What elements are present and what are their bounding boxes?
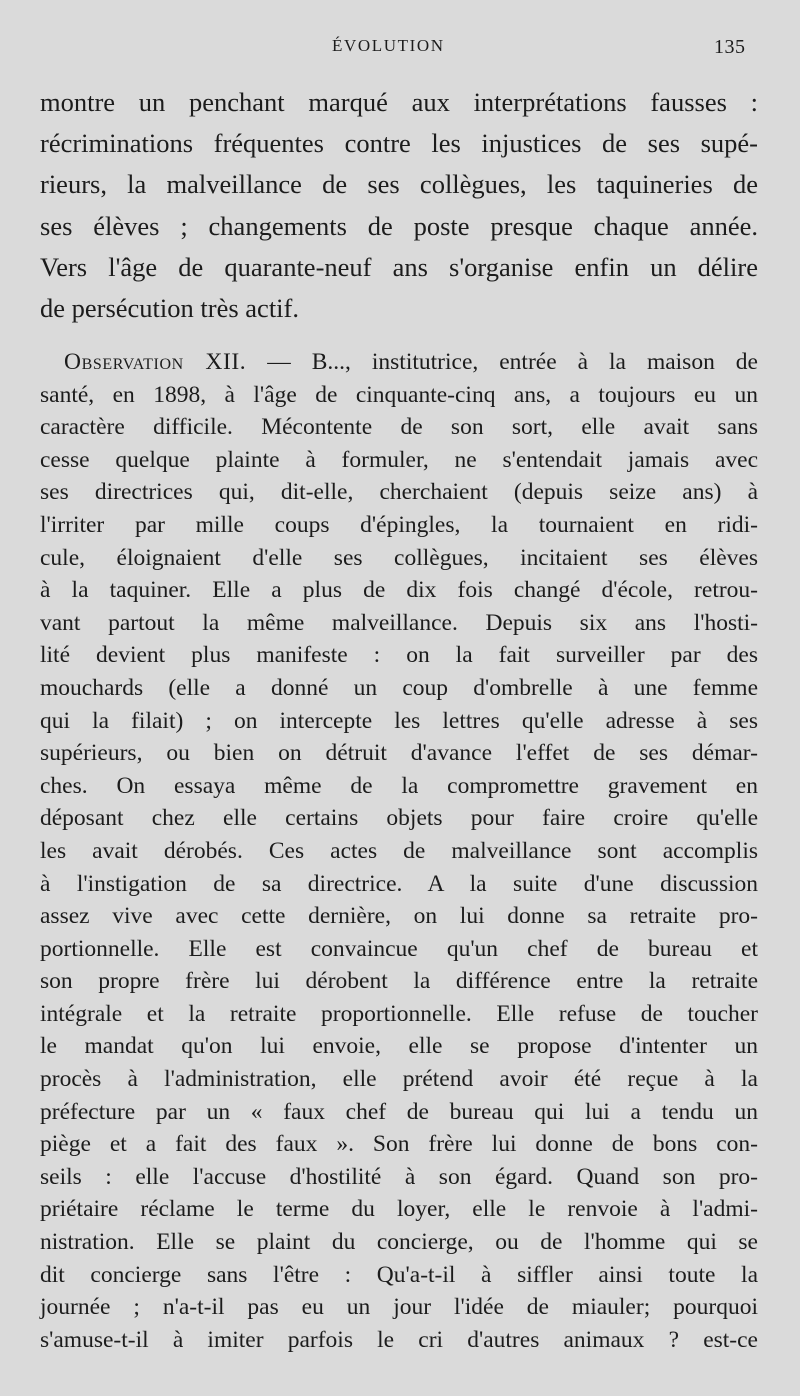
text-line: de persécution très actif. (40, 293, 299, 324)
text-line: dit concierge sans l'être : Qu'a-t-il à siffler ainsi toute la (40, 1261, 758, 1288)
text-line: supérieurs, ou bien on détruit d'avance l'effet de ses démar- (40, 740, 758, 767)
page-number: 135 (714, 36, 746, 58)
text-line: vant partout la même malveillance. Depuis six ans l'hosti- (40, 609, 758, 636)
text-line: santé, en 1898, à l'âge de cinquante-cinq ans, a toujours eu un (40, 381, 758, 408)
text-line: déposant chez elle certains objets pour faire croire qu'elle (40, 805, 758, 832)
text-line: priétaire réclame le terme du loyer, elle le renvoie à l'admi- (40, 1196, 758, 1223)
text-line: seils : elle l'accuse d'hostilité à son égard. Quand son pro- (40, 1163, 758, 1190)
observation-first-line-text: — B..., institutrice, entrée à la maison de (246, 349, 758, 375)
text-line: le mandat qu'on lui envoie, elle se propose d'intenter un (40, 1033, 758, 1060)
observation-first-line (40, 346, 758, 379)
page-header (0, 36, 800, 60)
text-line: l'irriter par mille coups d'épingles, la tournaient en ridi- (40, 511, 758, 538)
text-line: intégrale et la retraite proportionnelle. Elle refuse de toucher (40, 1000, 758, 1027)
text-line: rieurs, la malveillance de ses collègues, les taquineries de (40, 169, 758, 200)
text-line: ches. On essaya même de la compromettre gravement en (40, 772, 758, 799)
text-line: s'amuse-t-il à imiter parfois le cri d'autres animaux ? est-ce (40, 1326, 758, 1353)
text-line: Vers l'âge de quarante-neuf ans s'organise enfin un délire (40, 251, 758, 282)
text-line: ses élèves ; changements de poste presque chaque année. (40, 210, 758, 241)
text-line: assez vive avec cette dernière, on lui donne sa retraite pro- (40, 903, 758, 930)
running-title: ÉVOLUTION (332, 36, 445, 55)
observation-label: Observation XII. (64, 349, 247, 375)
text-line: qui la filait) ; on intercepte les lettres qu'elle adresse à ses (40, 707, 758, 734)
text-line: lité devient plus manifeste : on la fait surveiller par des (40, 642, 758, 669)
text-line: cule, éloignaient d'elle ses collègues, incitaient ses élèves (40, 544, 758, 571)
text-line: les avait dérobés. Ces actes de malveillance sont accomplis (40, 837, 758, 864)
text-line: préfecture par un « faux chef de bureau qui lui a tendu un (40, 1098, 758, 1125)
text-line: son propre frère lui dérobent la différence entre la retraite (40, 968, 758, 995)
text-line: récriminations fréquentes contre les injustices de ses supé- (40, 128, 758, 159)
text-line: cesse quelque plainte à formuler, ne s'entendait jamais avec (40, 446, 758, 473)
text-line: portionnelle. Elle est convaincue qu'un chef de bureau et (40, 935, 758, 962)
text-line: à l'instigation de sa directrice. A la suite d'une discussion (40, 870, 758, 897)
text-line: journée ; n'a-t-il pas eu un jour l'idée de miauler; pourquoi (40, 1294, 758, 1321)
text-line: nistration. Elle se plaint du concierge, ou de l'homme qui se (40, 1229, 758, 1256)
text-line: ses directrices qui, dit-elle, cherchaient (depuis seize ans) à (40, 479, 758, 506)
text-line: à la taquiner. Elle a plus de dix fois changé d'école, retrou- (40, 577, 758, 604)
text-line: mouchards (elle a donné un coup d'ombrelle à une femme (40, 674, 758, 701)
text-line: montre un penchant marqué aux interprétations fausses : (40, 87, 758, 117)
text-line: piège et a fait des faux ». Son frère lui donne de bons con- (40, 1131, 758, 1158)
text-line: caractère difficile. Mécontente de son sort, elle avait sans (40, 414, 758, 441)
paragraph-continuation (40, 82, 758, 329)
observation-paragraph (40, 346, 758, 1356)
text-line: procès à l'administration, elle prétend avoir été reçue à la (40, 1066, 758, 1093)
